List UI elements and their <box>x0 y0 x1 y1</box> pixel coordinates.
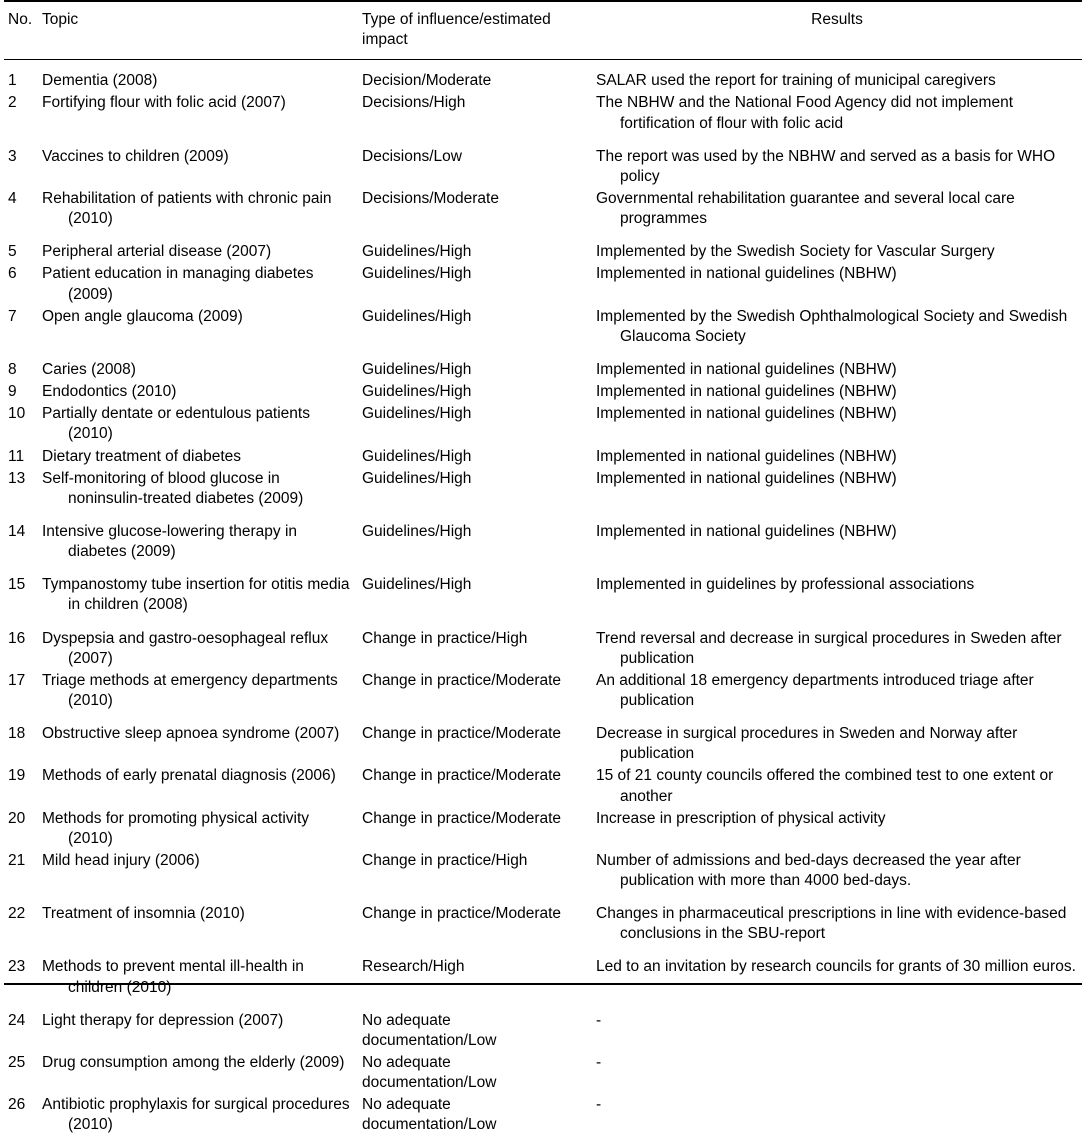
table-row <box>4 1010 1082 1052</box>
cell-results <box>592 1052 1082 1094</box>
cell-topic <box>38 306 358 348</box>
cell-results-text: The report was used by the NBHW and served as a basis for WHO policy <box>596 147 1056 185</box>
cell-topic <box>38 146 358 188</box>
cell-no-text: 16 <box>8 629 26 647</box>
column-header-results: Results <box>592 1 1082 60</box>
table-row <box>4 263 1082 305</box>
cell-topic-text: Tympanostomy tube insertion for otitis media in children (2008) <box>42 576 350 614</box>
cell-type <box>358 574 592 616</box>
cell-results-text: - <box>596 1054 602 1072</box>
cell-results-text: Governmental rehabilitation guarantee and several local care programmes <box>596 189 1015 228</box>
cell-type-text: Guidelines/High <box>362 265 472 283</box>
table-row <box>4 403 1082 445</box>
cell-no-text: 5 <box>8 243 17 261</box>
cell-results <box>592 188 1082 230</box>
table-row <box>4 956 1082 998</box>
cell-type-text: Guidelines/High <box>362 360 472 378</box>
cell-results-text: Led to an invitation by research councils for grants of 30 million euros. <box>596 958 1076 976</box>
cell-results <box>592 306 1082 348</box>
cell-topic <box>38 468 358 510</box>
cell-topic-text: Dyspepsia and gastro-oesophageal reflux (2007) <box>42 629 329 667</box>
cell-no <box>4 263 38 305</box>
cell-topic-text: Obstructive sleep apnoea syndrome (2007) <box>42 725 340 743</box>
cell-no-text: 22 <box>8 905 26 923</box>
cell-type-text: Guidelines/High <box>362 405 472 423</box>
cell-no-text: 21 <box>8 851 26 869</box>
cell-no-text: 3 <box>8 147 17 165</box>
cell-results <box>592 403 1082 445</box>
cell-no <box>4 359 38 381</box>
table-row <box>4 723 1082 765</box>
cell-topic <box>38 956 358 998</box>
table-row <box>4 670 1082 712</box>
table-bottom-rule <box>4 983 1082 985</box>
table-row-spacer <box>4 617 1082 628</box>
table-row <box>4 359 1082 381</box>
cell-no-text: 20 <box>8 809 26 827</box>
cell-topic-text: Drug consumption among the elderly (2009) <box>42 1054 345 1072</box>
cell-type <box>358 263 592 305</box>
cell-results <box>592 574 1082 616</box>
table-row <box>4 628 1082 670</box>
cell-no <box>4 670 38 712</box>
cell-no-text: 4 <box>8 189 17 207</box>
cell-results-text: Decrease in surgical procedures in Sweden and Norway after publication <box>596 725 1018 763</box>
cell-topic-text: Light therapy for depression (2007) <box>42 1011 284 1029</box>
cell-topic-text: Dementia (2008) <box>42 72 158 90</box>
cell-type-text: Guidelines/High <box>362 469 472 487</box>
cell-topic <box>38 723 358 765</box>
cell-results <box>592 60 1082 93</box>
column-header-type: Type of influence/estimated impact <box>358 1 592 60</box>
cell-type <box>358 188 592 230</box>
cell-no-text: 1 <box>8 72 17 90</box>
table-row <box>4 306 1082 348</box>
cell-topic-text: Dietary treatment of diabetes <box>42 447 242 465</box>
cell-type-text: Decision/Moderate <box>362 72 492 90</box>
spacer-cell <box>4 135 1082 146</box>
spacer-cell <box>4 230 1082 241</box>
cell-type <box>358 808 592 850</box>
spacer-cell <box>4 999 1082 1010</box>
cell-topic <box>38 381 358 403</box>
cell-results <box>592 850 1082 892</box>
table-body <box>4 60 1082 1137</box>
cell-type-text: Change in practice/Moderate <box>362 671 562 689</box>
table-row <box>4 446 1082 468</box>
cell-no <box>4 808 38 850</box>
cell-type-text: No adequate documentation/Low <box>362 1054 497 1092</box>
cell-results <box>592 956 1082 998</box>
spacer-cell <box>4 617 1082 628</box>
cell-topic-text: Peripheral arterial disease (2007) <box>42 243 272 261</box>
table-header-row <box>4 1 1082 60</box>
cell-no-text: 6 <box>8 265 17 283</box>
cell-results-text: SALAR used the report for training of municipal caregivers <box>596 72 996 90</box>
cell-type-text: Decisions/Low <box>362 147 462 165</box>
cell-type <box>358 1010 592 1052</box>
cell-results <box>592 1094 1082 1136</box>
cell-type-text: Change in practice/Moderate <box>362 767 562 785</box>
cell-topic-text: Antibiotic prophylaxis for surgical procedures (2010) <box>42 1096 350 1134</box>
cell-type <box>358 903 592 945</box>
cell-results-text: Implemented in national guidelines (NBHW) <box>596 469 897 487</box>
cell-type-text: Change in practice/Moderate <box>362 905 562 923</box>
cell-topic <box>38 808 358 850</box>
cell-no-text: 19 <box>8 767 26 785</box>
spacer-cell <box>4 712 1082 723</box>
spacer-cell <box>4 892 1082 903</box>
cell-type <box>358 359 592 381</box>
cell-topic <box>38 765 358 807</box>
cell-results-text: Implemented in national guidelines (NBHW) <box>596 405 897 423</box>
cell-type <box>358 60 592 93</box>
cell-results-text: Implemented in national guidelines (NBHW) <box>596 447 897 465</box>
cell-results-text: Increase in prescription of physical activity <box>596 809 886 827</box>
table-row <box>4 765 1082 807</box>
cell-topic-text: Patient education in managing diabetes (2009) <box>42 265 314 303</box>
cell-no-text: 25 <box>8 1054 26 1072</box>
cell-topic <box>38 574 358 616</box>
cell-topic <box>38 359 358 381</box>
cell-topic <box>38 903 358 945</box>
table-row-spacer <box>4 135 1082 146</box>
cell-no-text: 11 <box>8 447 25 465</box>
cell-type-text: Research/High <box>362 958 465 976</box>
cell-type-text: Guidelines/High <box>362 243 472 261</box>
cell-type <box>358 1094 592 1136</box>
cell-results-text: 15 of 21 county councils offered the combined test to one extent or another <box>596 767 1054 805</box>
cell-results <box>592 670 1082 712</box>
cell-type <box>358 765 592 807</box>
column-header-topic: Topic <box>38 1 358 60</box>
cell-no <box>4 1052 38 1094</box>
cell-topic <box>38 92 358 134</box>
cell-results <box>592 1010 1082 1052</box>
cell-type <box>358 1052 592 1094</box>
table-row <box>4 381 1082 403</box>
cell-topic-text: Methods of early prenatal diagnosis (2006) <box>42 767 336 785</box>
cell-type <box>358 381 592 403</box>
cell-no <box>4 146 38 188</box>
cell-topic-text: Intensive glucose-lowering therapy in diabetes (2009) <box>42 522 298 561</box>
cell-results-text: An additional 18 emergency departments introduced triage after publication <box>596 671 1034 709</box>
cell-topic <box>38 241 358 263</box>
cell-type <box>358 306 592 348</box>
cell-no-text: 14 <box>8 522 26 540</box>
table-header <box>4 1 1082 60</box>
cell-type <box>358 146 592 188</box>
cell-results-text: - <box>596 1096 602 1114</box>
cell-no-text: 10 <box>8 405 26 423</box>
cell-no-text: 23 <box>8 958 26 976</box>
cell-topic <box>38 1010 358 1052</box>
cell-no <box>4 1094 38 1136</box>
cell-results-text: Number of admissions and bed-days decreased the year after publication with more than 4000 bed-days. <box>596 851 1021 890</box>
cell-no <box>4 1010 38 1052</box>
spacer-cell <box>4 510 1082 521</box>
table-row <box>4 1094 1082 1136</box>
cell-no <box>4 628 38 670</box>
cell-topic <box>38 1052 358 1094</box>
cell-no <box>4 241 38 263</box>
cell-no-text: 9 <box>8 383 17 401</box>
table-row <box>4 241 1082 263</box>
cell-topic-text: Rehabilitation of patients with chronic pain (2010) <box>42 189 332 228</box>
cell-topic-text: Fortifying flour with folic acid (2007) <box>42 94 286 112</box>
cell-no <box>4 574 38 616</box>
cell-topic <box>38 60 358 93</box>
cell-no-text: 8 <box>8 360 17 378</box>
column-header-no: No. <box>4 1 38 60</box>
cell-type <box>358 850 592 892</box>
cell-results <box>592 446 1082 468</box>
cell-results <box>592 381 1082 403</box>
table-row-spacer <box>4 892 1082 903</box>
cell-topic <box>38 850 358 892</box>
cell-topic-text: Self-monitoring of blood glucose in noninsulin-treated diabetes (2009) <box>42 469 304 507</box>
cell-topic <box>38 628 358 670</box>
cell-no-text: 17 <box>8 671 26 689</box>
table-row <box>4 1052 1082 1094</box>
cell-topic-text: Triage methods at emergency departments (2010) <box>42 671 338 709</box>
table-row <box>4 60 1082 93</box>
cell-no <box>4 188 38 230</box>
table-row <box>4 903 1082 945</box>
cell-type <box>358 92 592 134</box>
cell-no-text: 26 <box>8 1096 26 1114</box>
cell-topic-text: Treatment of insomnia (2010) <box>42 905 245 923</box>
cell-results <box>592 723 1082 765</box>
cell-type-text: Decisions/Moderate <box>362 189 499 207</box>
cell-type-text: Guidelines/High <box>362 447 472 465</box>
cell-no-text: 15 <box>8 576 26 594</box>
spacer-cell <box>4 563 1082 574</box>
cell-type <box>358 723 592 765</box>
cell-results-text: Implemented by the Swedish Ophthalmological Society and Swedish Glaucoma Society <box>596 307 1068 345</box>
cell-topic <box>38 521 358 563</box>
cell-results <box>592 241 1082 263</box>
cell-type <box>358 468 592 510</box>
cell-type <box>358 403 592 445</box>
cell-results <box>592 765 1082 807</box>
cell-results-text: Implemented in national guidelines (NBHW) <box>596 522 897 540</box>
cell-results-text: Trend reversal and decrease in surgical procedures in Sweden after publication <box>596 629 1062 667</box>
table-row-spacer <box>4 348 1082 359</box>
table-row <box>4 92 1082 134</box>
cell-results <box>592 359 1082 381</box>
cell-no <box>4 468 38 510</box>
cell-results-text: Implemented in national guidelines (NBHW) <box>596 360 897 378</box>
cell-results-text: Implemented in national guidelines (NBHW) <box>596 383 897 401</box>
cell-results <box>592 628 1082 670</box>
cell-topic <box>38 263 358 305</box>
table-row-spacer <box>4 510 1082 521</box>
cell-type-text: Guidelines/High <box>362 307 472 325</box>
cell-results <box>592 92 1082 134</box>
cell-results-text: Implemented by the Swedish Society for Vascular Surgery <box>596 243 995 261</box>
table-row-spacer <box>4 230 1082 241</box>
table-row <box>4 468 1082 510</box>
cell-no <box>4 956 38 998</box>
cell-no <box>4 723 38 765</box>
cell-type-text: Guidelines/High <box>362 522 472 540</box>
cell-topic <box>38 670 358 712</box>
cell-topic <box>38 1094 358 1136</box>
cell-topic-text: Caries (2008) <box>42 360 136 378</box>
cell-type <box>358 956 592 998</box>
cell-results <box>592 146 1082 188</box>
cell-type-text: Guidelines/High <box>362 576 472 594</box>
table-row <box>4 146 1082 188</box>
cell-topic-text: Partially dentate or edentulous patients (2010) <box>42 405 310 443</box>
table-row <box>4 188 1082 230</box>
cell-no <box>4 521 38 563</box>
cell-no-text: 2 <box>8 94 17 112</box>
cell-results-text: The NBHW and the National Food Agency did not implement fortification of flour with folic acid <box>596 94 1014 132</box>
cell-results-text: Implemented in national guidelines (NBHW) <box>596 265 897 283</box>
table-row <box>4 808 1082 850</box>
cell-topic-text: Methods for promoting physical activity (2010) <box>42 809 310 847</box>
table-row-spacer <box>4 999 1082 1010</box>
cell-type <box>358 628 592 670</box>
cell-topic <box>38 188 358 230</box>
cell-topic <box>38 446 358 468</box>
cell-type-text: Change in practice/High <box>362 629 528 647</box>
cell-no-text: 18 <box>8 725 26 743</box>
cell-type-text: No adequate documentation/Low <box>362 1011 497 1049</box>
cell-topic-text: Vaccines to children (2009) <box>42 147 229 165</box>
cell-results-text: - <box>596 1011 602 1029</box>
cell-results <box>592 468 1082 510</box>
cell-type <box>358 521 592 563</box>
cell-type-text: Decisions/High <box>362 94 466 112</box>
table-row <box>4 850 1082 892</box>
cell-no <box>4 92 38 134</box>
cell-no-text: 24 <box>8 1011 26 1029</box>
cell-results <box>592 903 1082 945</box>
cell-topic-text: Mild head injury (2006) <box>42 851 200 869</box>
cell-results-text: Changes in pharmaceutical prescriptions in line with evidence-based conclusions in the SBU-report <box>596 905 1067 943</box>
cell-no <box>4 381 38 403</box>
table-row-spacer <box>4 563 1082 574</box>
cell-topic-text: Endodontics (2010) <box>42 383 177 401</box>
cell-no <box>4 903 38 945</box>
results-table <box>4 0 1082 1137</box>
table-row <box>4 574 1082 616</box>
spacer-cell <box>4 348 1082 359</box>
cell-no <box>4 306 38 348</box>
cell-type <box>358 241 592 263</box>
cell-type <box>358 446 592 468</box>
spacer-cell <box>4 945 1082 956</box>
table-row <box>4 521 1082 563</box>
cell-topic <box>38 403 358 445</box>
cell-no <box>4 403 38 445</box>
table-row-spacer <box>4 945 1082 956</box>
cell-topic-text: Methods to prevent mental ill-health in children (2010) <box>42 958 304 996</box>
cell-results-text: Implemented in guidelines by professional associations <box>596 576 975 594</box>
table-row-spacer <box>4 712 1082 723</box>
cell-no <box>4 765 38 807</box>
cell-no <box>4 446 38 468</box>
cell-type-text: No adequate documentation/Low <box>362 1096 497 1134</box>
cell-no-text: 13 <box>8 469 26 487</box>
cell-no-text: 7 <box>8 307 17 325</box>
cell-results <box>592 808 1082 850</box>
cell-no <box>4 60 38 93</box>
cell-type-text: Change in practice/Moderate <box>362 809 562 827</box>
cell-type-text: Change in practice/High <box>362 851 528 869</box>
cell-topic-text: Open angle glaucoma (2009) <box>42 307 243 325</box>
cell-results <box>592 263 1082 305</box>
cell-results <box>592 521 1082 563</box>
cell-type-text: Change in practice/Moderate <box>362 725 562 743</box>
cell-type-text: Guidelines/High <box>362 383 472 401</box>
cell-type <box>358 670 592 712</box>
cell-no <box>4 850 38 892</box>
